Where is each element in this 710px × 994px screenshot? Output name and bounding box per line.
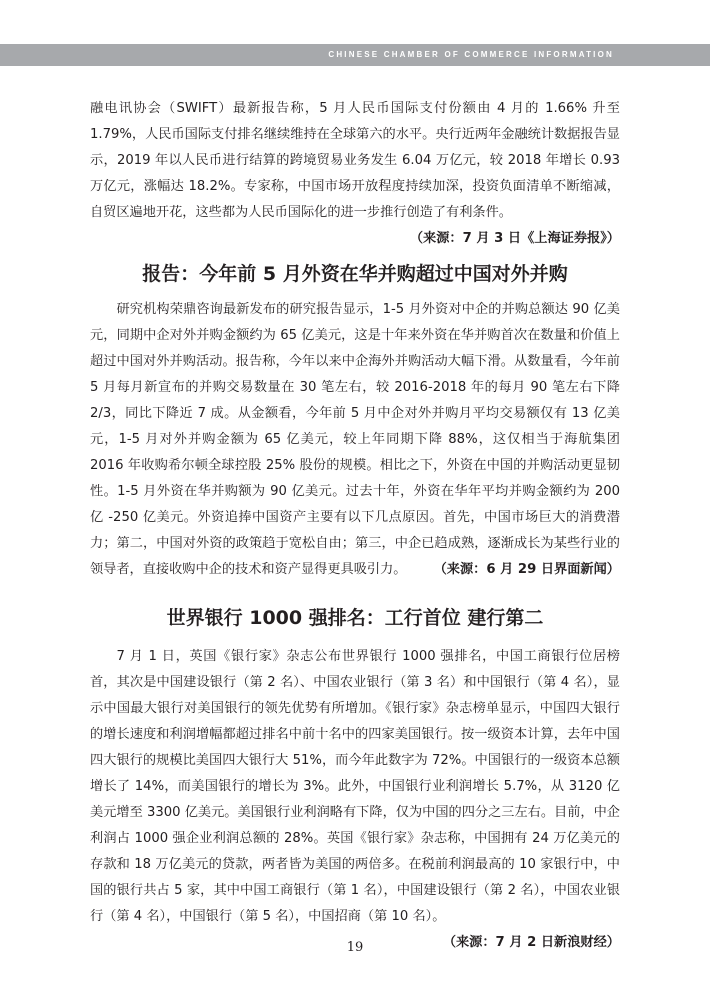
section1-text: 融电讯协会（SWIFT）最新报告称，5 月人民币国际支付份额由 4 月的 1.66% 升至 1.79%，人民币国际支付排名继续维持在全球第六的水平。央行近两年金融统计数据报告显示，2019 年以人民币进行结算的跨境贸易业务发生 6.04 万亿元，较 2018 年增长 0.93 万亿元，涨幅达 18.2%。专家称，中国市场开放程度持续加深，投资负面清单不断缩减，自贸区遍地开花，这些都为人民币国际化的进一步推行创造了有利条件。 <box>90 101 620 220</box>
header-band <box>0 44 710 66</box>
header-label: CHINESE CHAMBER OF COMMERCE INFORMATION <box>328 50 614 59</box>
article2-paragraph <box>90 297 620 583</box>
article3-source: （来源：7 月 2 日新浪财经） <box>442 935 620 950</box>
article2-source: （来源：6 月 29 日界面新闻） <box>433 562 620 577</box>
article3-title: 世界银行 1000 强排名：工行首位 建行第二 <box>166 607 544 629</box>
section1-source: （来源：7 月 3 日《上海证券报》） <box>409 231 620 246</box>
article3-text: 7 月 1 日，英国《银行家》杂志公布世界银行 1000 强排名，中国工商银行位居榜首，其次是中国建设银行（第 2 名）、中国农业银行（第 3 名）和中国银行（第 4 名），显示中国最大银行对美国银行的领先优势有所增加。《银行家》杂志榜单显示，中国四大银行的增长速度和利润增幅都超过排名中前十名中的四家美国银行。按一级资本计算，去年中国四大银行的规模比美国四大银行大 51%，而今年此数字为 72%。中国银行的一级资本总额增长了 14%，而美国银行的增长为 3%。此外，中国银行业利润增长 5.7%，从 3120 亿美元增至 3300 亿美元。美国银行业利润略有下降，仅为中国的四分之三左右。目前，中企利润占 1000 强企业利润总额的 28%。英国《银行家》杂志称，中国拥有 24 万亿美元的存款和 18 万亿美元的贷款，两者皆为美国的两倍多。在税前利润最高的 10 家银行中，中国的银行共占 5 家，其中中国工商银行（第 1 名），中国建设银行（第 2 名），中国农业银行（第 4 名），中国银行（第 5 名），中国招商（第 10 名）。 <box>90 649 620 924</box>
article2-text: 研究机构荣鼎咨询最新发布的研究报告显示，1-5 月外资对中企的并购总额达 90 亿美元，同期中企对外并购金额约为 65 亿美元，这是十年来外资在华并购首次在数量和价值上超过中国对外并购活动。报告称，今年以来中企海外并购活动大幅下滑。从数量看，今年前 5 月每月新宣布的并购交易数量在 30 笔左右，较 2016-2018 年的每月 90 笔左右下降 2/3，同比下降近 7 成。从金额看，今年前 5 月中企对外并购月平均交易额仅有 13 亿美元，1-5 月对外并购金额为 65 亿美元，较上年同期下降 88%，这仅相当于海航集团 2016 年收购希尔顿全球控股 25% 股份的规模。相比之下，外资在中国的并购活动更显韧性。1-5 月外资在华并购额为 90 亿美元。过去十年，外资在华年平均并购金额约为 200 亿 -250 亿美元。外资追捧中国资产主要有以下几点原因。首先，中国市场巨大的消费潜力；第二，中国对外资的政策趋于宽松自由；第三，中企已趋成熟，逐渐成长为某些行业的领导者，直接收购中企的技术和资产显得更具吸引力。 <box>90 302 620 577</box>
section1-paragraph <box>90 96 620 252</box>
article2-title: 报告：今年前 5 月外资在华并购超过中国对外并购 <box>142 263 568 285</box>
article3-paragraph <box>90 644 620 956</box>
page-number: 19 <box>346 940 364 955</box>
